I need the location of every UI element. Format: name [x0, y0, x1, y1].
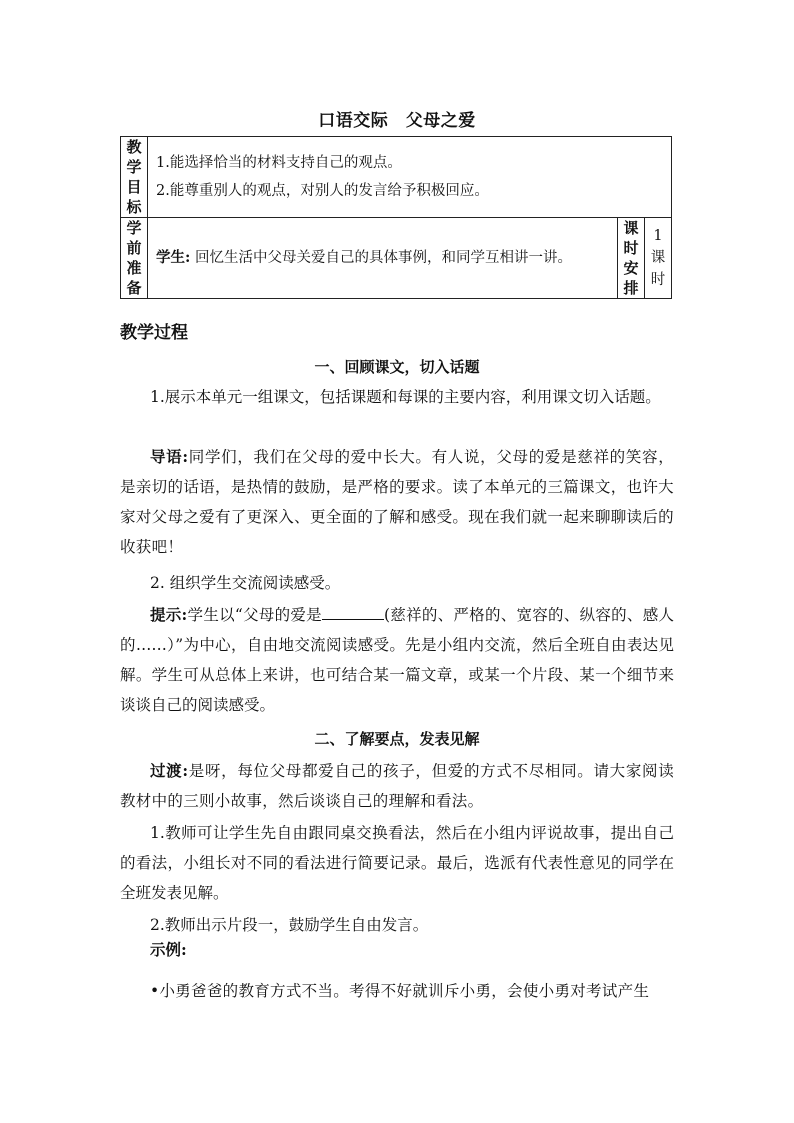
goals-label	[121, 137, 148, 218]
prep-lead: 学生:	[156, 249, 191, 266]
prep-text: 回忆生活中父母关爱自己的具体事例，和同学互相讲一讲。	[194, 250, 572, 266]
goal-item: 1.能选择恰当的材料支持自己的观点。	[156, 155, 402, 171]
hint-lead: 提示:	[150, 605, 188, 624]
goals-label-char: 标	[126, 198, 142, 216]
goals-label-char: 目	[126, 178, 142, 196]
hours-value-char: 1	[653, 228, 663, 244]
hours-label-char: 课	[623, 219, 639, 237]
section2-transition-paragraph	[120, 756, 674, 816]
prep-label	[121, 218, 148, 299]
hours-label-char: 时	[623, 239, 639, 257]
prep-label-char: 准	[126, 259, 142, 277]
hint-text-b: (慈祥的、严格的、宽容的、纵容的、感人的……）”为中心，自由地交流阅读感受。先是小组内交流，然后全班自由表达见解。学生可从总体上来讲，也可结合某一篇文章，或某一个片段、某一个细节来谈谈自己的阅读感受。	[120, 606, 674, 714]
hours-value-char: 课	[650, 250, 666, 266]
section1-hint-paragraph	[120, 600, 674, 720]
prep-content	[148, 218, 618, 299]
process-heading: 教学过程	[120, 323, 188, 343]
goals-label-char: 学	[126, 158, 142, 176]
intro-text: 同学们，我们在父母的爱中长大。有人说，父母的爱是慈祥的笑容，是亲切的话语，是热情的鼓励，是严格的要求。读了本单元的三篇课文，也许大家对父母之爱有了更深入、更全面的了解和感受。现在我们就一起来聊聊读后的收获吧！	[120, 448, 674, 556]
hours-value-char: 时	[650, 272, 666, 288]
section1-paragraph-1: 1.展示本单元一组课文，包括课题和每课的主要内容，利用课文切入话题。	[150, 388, 661, 406]
example-label: 示例:	[150, 940, 187, 959]
lesson-plan-table	[120, 136, 672, 299]
transition-lead: 过渡:	[150, 761, 189, 780]
section2-paragraph-2: 1.教师可让学生先自由跟同桌交换看法，然后在小组内评说故事，提出自己的看法，小组长对不同的看法进行简要记录。最后，选派有代表性意见的同学在全班发表见解。	[120, 824, 674, 902]
transition-text: 是呀，每位父母都爱自己的孩子，但爱的方式不尽相同。请大家阅读教材中的三则小故事，然后谈谈自己的理解和看法。	[120, 762, 674, 810]
goals-content	[148, 137, 672, 218]
section1-heading: 一、回顾课文，切入话题	[314, 358, 480, 376]
example-bullet: •小勇爸爸的教育方式不当。考得不好就训斥小勇，会使小勇对考试产生	[150, 982, 650, 1000]
prep-label-char: 前	[126, 239, 142, 257]
hours-value	[645, 218, 672, 299]
fill-blank	[322, 605, 384, 620]
goal-item: 2.能尊重别人的观点，对别人的发言给予积极回应。	[156, 183, 489, 199]
hours-label	[618, 218, 645, 299]
prep-row	[121, 218, 672, 299]
section1-intro-paragraph	[120, 442, 674, 562]
prep-label-char: 学	[126, 219, 142, 237]
section1-paragraph-3: 2. 组织学生交流阅读感受。	[150, 574, 341, 592]
intro-lead: 导语:	[150, 447, 189, 466]
section2-heading: 二、了解要点，发表见解	[314, 730, 480, 748]
hours-label-char: 安	[623, 259, 639, 277]
hours-label-char: 排	[623, 279, 639, 297]
prep-label-char: 备	[126, 279, 142, 297]
goals-label-char: 教	[126, 138, 142, 156]
section2-paragraph-3: 2.教师出示片段一，鼓励学生自由发言。	[150, 916, 429, 934]
page-title: 口语交际 父母之爱	[318, 111, 476, 131]
hint-text-a: 学生以“父母的爱是	[187, 606, 322, 624]
goals-row	[121, 137, 672, 218]
